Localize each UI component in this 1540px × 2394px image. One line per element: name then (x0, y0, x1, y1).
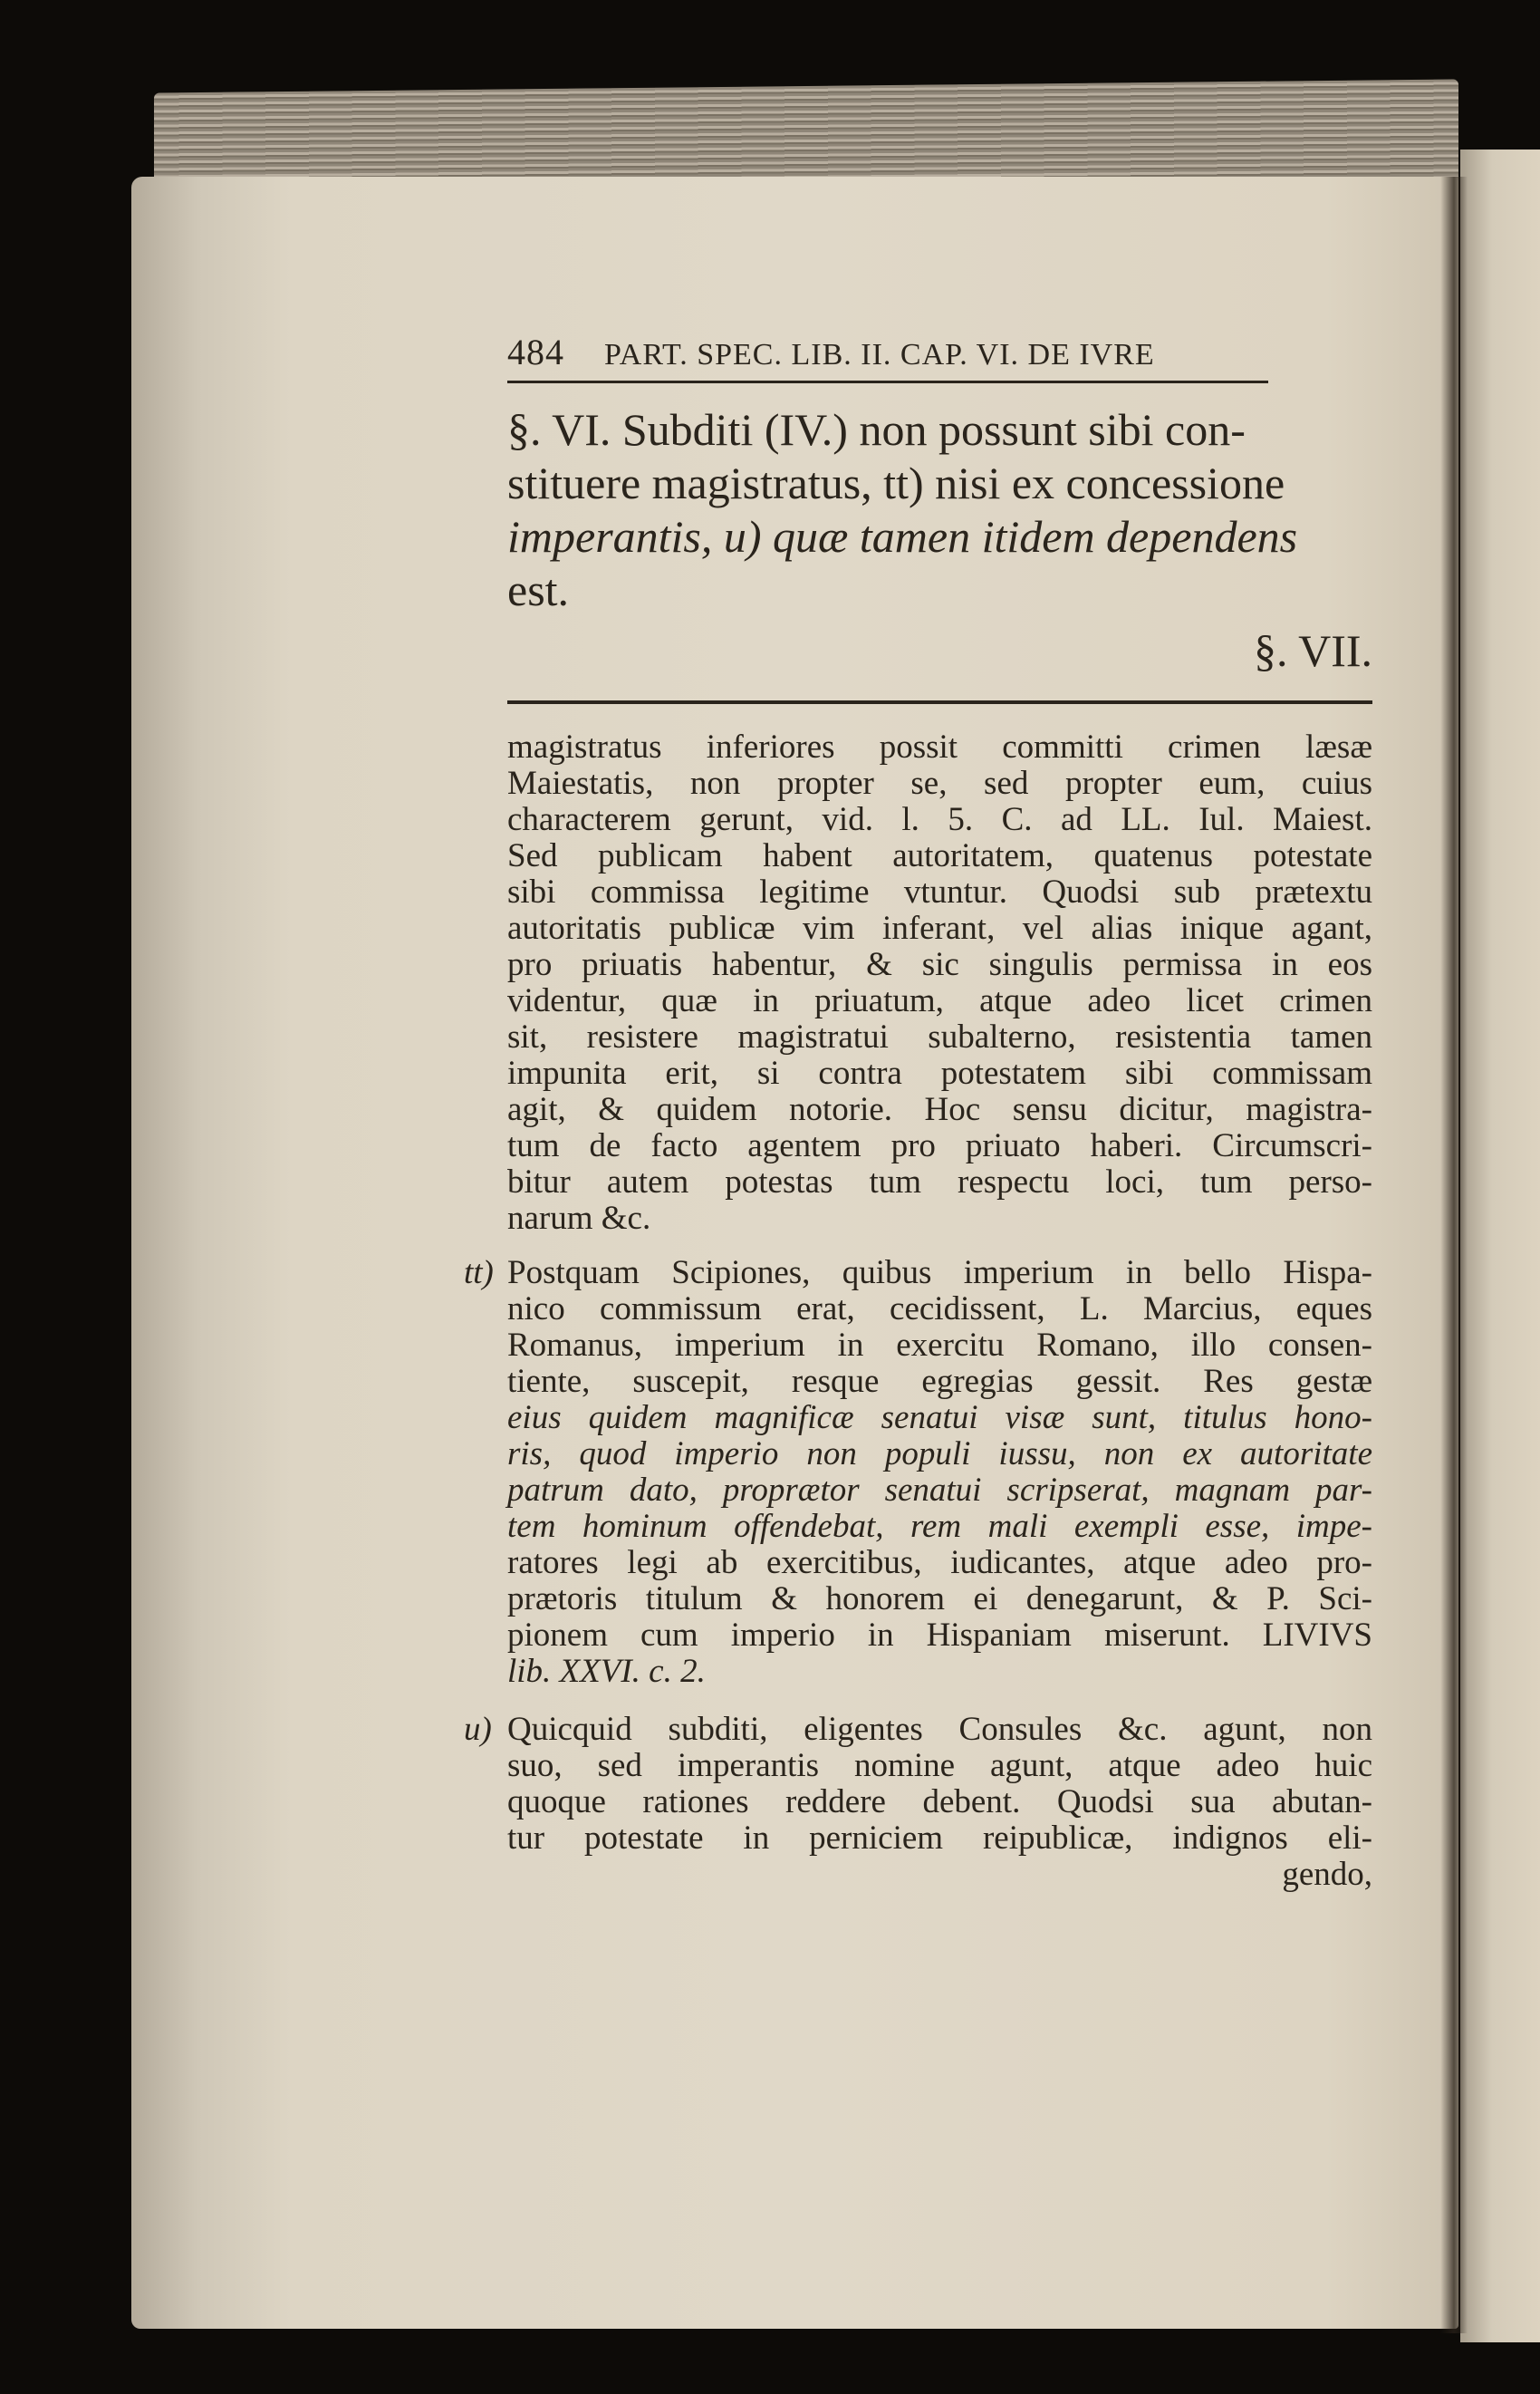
note-line: lib. XXVI. c. 2. (507, 1653, 706, 1690)
footnote-tt (464, 1254, 1372, 1690)
note-line: pionem cum imperio in Hispaniam miserunt. LIVIVS (507, 1617, 1372, 1654)
main-line: est. (507, 565, 570, 615)
footnote-u (464, 1711, 1372, 1893)
note-line: ratores legi ab exercitibus, iudicantes, atque adeo pro- (507, 1544, 1372, 1581)
note-line: tum de facto agentem pro priuato haberi. Circumscri- (507, 1127, 1372, 1164)
page-content (464, 331, 1377, 1915)
note-line: characterem gerunt, vid. l. 5. C. ad LL. Iul. Maiest. (507, 801, 1372, 838)
note-line: videntur, quæ in priuatum, atque adeo licet crimen (507, 982, 1372, 1019)
note-line: quoque rationes reddere debent. Quodsi sua abutan- (507, 1783, 1372, 1820)
facing-page (1460, 150, 1540, 2342)
note-line: impunita erit, si contra potestatem sibi commissam (507, 1055, 1372, 1092)
note-line: sit, resistere magistratui subalterno, resistentia tamen (507, 1018, 1372, 1056)
note-line: magistratus inferiores possit committi crimen læsæ (507, 729, 1372, 766)
main-line: §. VI. Subditi (IV.) non possunt sibi con- (507, 404, 1246, 455)
running-title: PART. SPEC. LIB. II. CAP. VI. DE IVRE (604, 338, 1155, 372)
note-line: tem hominum offendebat, rem mali exempli esse, impe- (507, 1508, 1372, 1545)
book-gutter (1440, 177, 1468, 2333)
note-line: Postquam Scipiones, quibus imperium in bello Hispa- (507, 1254, 1372, 1291)
note-line: eius quidem magnificæ senatui visæ sunt, titulus hono- (507, 1399, 1372, 1436)
note-line: patrum dato, proprætor senatui scripserat, magnam par- (507, 1472, 1372, 1509)
running-header (507, 331, 1268, 383)
footnotes (464, 729, 1372, 1893)
note-line: bitur autem potestas tum respectu loci, tum perso- (507, 1163, 1372, 1201)
note-line: nico commissum erat, cecidissent, L. Marcius, eques (507, 1290, 1372, 1327)
note-line: Maiestatis, non propter se, sed propter eum, cuius (507, 765, 1372, 802)
note-line: narum &c. (507, 1200, 651, 1237)
footnote-rule (507, 700, 1372, 704)
note-line: Quicquid subditi, eligentes Consules &c. agunt, non (507, 1711, 1372, 1748)
note-line: pro priuatis habentur, & sic singulis permissa in eos (507, 946, 1372, 983)
note-line: tur potestate in perniciem reipublicæ, indignos eli- (507, 1820, 1372, 1857)
note-line: agit, & quidem notorie. Hoc sensu dicitur, magistra- (507, 1091, 1372, 1128)
note-line: Romanus, imperium in exercitu Romano, illo consen- (507, 1327, 1372, 1364)
note-line: tiente, suscepit, resque egregias gessit. Res gestæ (507, 1363, 1372, 1400)
main-paragraph (507, 403, 1377, 617)
footnote-label: u) (464, 1711, 492, 1748)
note-line: sibi commissa legitime vtuntur. Quodsi sub prætextu (507, 874, 1372, 911)
note-line: prætoris titulum & honorem ei denegarunt, & P. Sci- (507, 1580, 1372, 1617)
note-line: autoritatis publicæ vim inferant, vel alias inique agant, (507, 910, 1372, 947)
note-line: suo, sed imperantis nomine agunt, atque adeo huic (507, 1747, 1372, 1784)
note-line: Sed publicam habent autoritatem, quatenus potestate (507, 837, 1372, 874)
main-catchword: §. VII. (1253, 625, 1372, 676)
footnote-label: tt) (464, 1254, 494, 1291)
page-number: 484 (507, 332, 564, 372)
footnote-catchword: gendo, (1282, 1856, 1372, 1893)
footnote-continuation (507, 729, 1372, 1237)
main-line: stituere magistratus, tt) nisi ex concessione (507, 458, 1285, 508)
main-line: imperantis, u) quæ tamen itidem dependens (507, 511, 1298, 562)
note-line: ris, quod imperio non populi iussu, non ex autoritate (507, 1435, 1372, 1472)
